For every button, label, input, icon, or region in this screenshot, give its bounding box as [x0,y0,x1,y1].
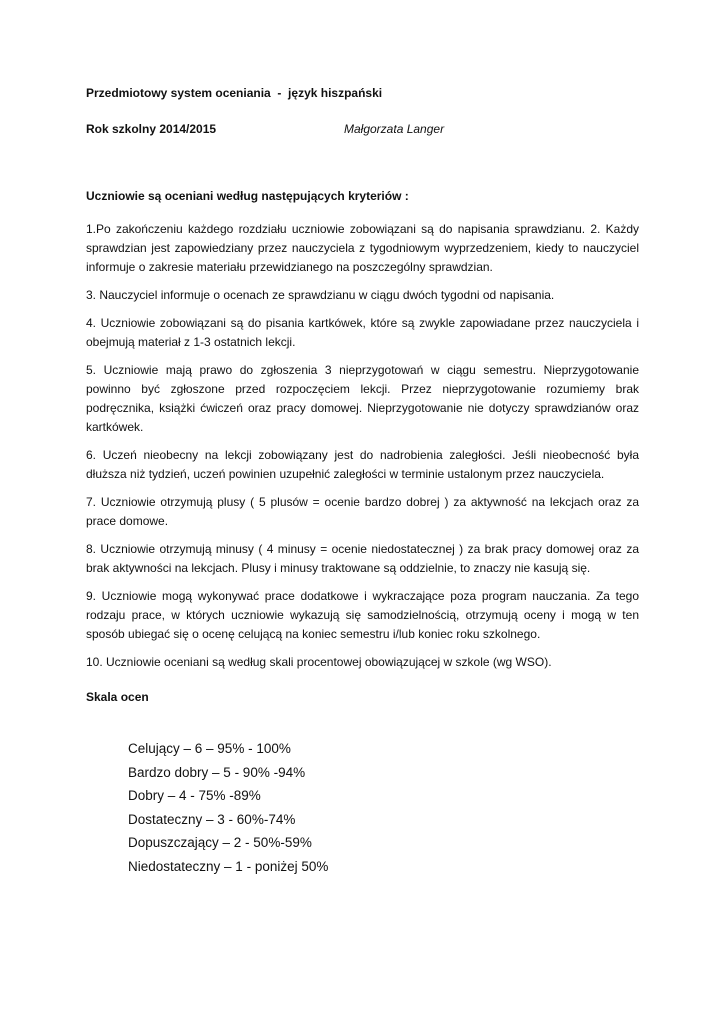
grade-scale-item: Dostateczny – 3 - 60%-74% [128,811,296,827]
rule-paragraph: 4. Uczniowie zobowiązani są do pisania kartkówek, które są zwykle zapowiadane przez nauczyciela i obejmują materiał z 1-3 ostatnich lekcji. [86,315,639,350]
grade-scale-item: Celujący – 6 – 95% - 100% [128,741,291,756]
grade-scale-item: Bardzo dobry – 5 - 90% -94% [128,764,306,780]
document-title: Przedmiotowy system oceniania - język hiszpański [86,86,383,100]
criteria-heading: Uczniowie są oceniani według następujących kryteriów : [86,189,409,203]
header-row [86,122,646,140]
rule-paragraph: 9. Uczniowie mogą wykonywać prace dodatkowe i wykraczające poza program nauczania. Za tego rodzaju prace, w których uczniowie wykazują się samodzielnością, otrzymują oceny i mogą w ten sposób ubiegać się o ocenę celującą na koniec semestru i/lub koniec roku szkolnego. [86,588,639,642]
rule-paragraph: 6. Uczeń nieobecny na lekcji zobowiązany jest do nadrobienia zaległości. Jeśli nieobecność była dłuższa niż tydzień, uczeń powinien uzupełnić zaległości w terminie ustalonym przez nauczyciela. [86,448,639,482]
grade-scale-item: Dopuszczający – 2 - 50%-59% [128,835,312,850]
rules-list [86,220,639,681]
grade-scale-item: Niedostateczny – 1 - poniżej 50% [128,858,329,874]
rule-paragraph: 3. Nauczyciel informuje o ocenach ze sprawdzianu w ciągu dwóch tygodni od napisania. [86,288,555,303]
rule-paragraph: 10. Uczniowie oceniani są według skali procentowej obowiązującej w szkole (wg WSO). [86,654,552,669]
author-name: Małgorzata Langer [344,122,445,136]
school-year: Rok szkolny 2014/2015 [86,122,217,136]
grade-scale-heading: Skala ocen [86,690,149,704]
rule-paragraph: 8. Uczniowie otrzymują minusy ( 4 minusy = ocenie niedostatecznej ) za brak pracy domowej oraz za brak aktywności na lekcjach. Plusy i minusy traktowane są oddzielnie, to znaczy nie kasują się. [86,541,639,576]
rule-paragraph: 7. Uczniowie otrzymują plusy ( 5 plusów = ocenie bardzo dobrej ) za aktywność na lekcjach oraz za prace domowe. [86,494,639,529]
rule-paragraph: 1.Po zakończeniu każdego rozdziału uczniowie zobowiązani są do napisania sprawdzianu. 2. Każdy sprawdzian jest zapowiedziany przez nauczyciela z tygodniowym wyprzedzeniem, kiedy to nauczyciel informuje o zakresie materiału przewidzianego na poszczególny sprawdzian. [86,222,639,275]
rule-paragraph: 5. Uczniowie mają prawo do zgłoszenia 3 nieprzygotowań w ciągu semestru. Nieprzygotowanie powinno być zgłoszone przed rozpoczęciem lekcji. Przez nieprzygotowanie rozumiemy brak podręcznika, książki ćwiczeń oraz pracy domowej. Nieprzygotowanie nie dotyczy sprawdzianów oraz kartkówek. [86,362,639,435]
grade-scale-item: Dobry – 4 - 75% -89% [128,788,261,803]
grade-scale-list [128,737,328,878]
